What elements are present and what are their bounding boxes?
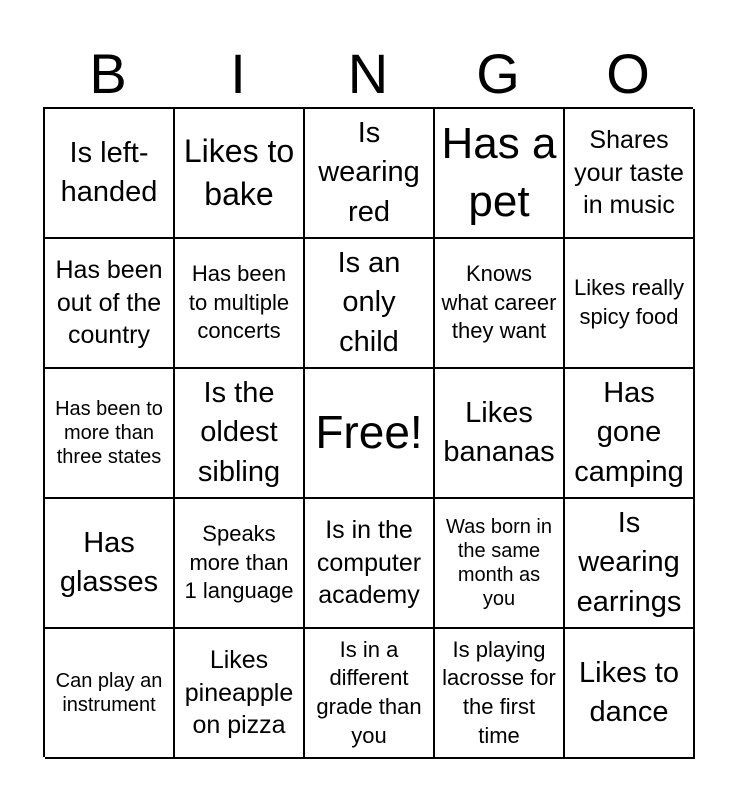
bingo-cell[interactable] [565,499,695,629]
cell-text: Was born in the same month as you [446,516,552,610]
cell-text: Shares your taste in music [574,126,684,220]
cell-text: Is in a different grade than you [316,636,422,748]
cell-text: Has gone camping [574,377,684,488]
bingo-cell[interactable] [45,239,175,369]
header-letter-n: N [347,42,389,105]
bingo-cell[interactable] [435,629,565,759]
cell-text: Likes bananas [443,396,555,468]
bingo-cell[interactable] [435,369,565,499]
cell-text: Likes to bake [183,132,295,212]
cell-text: Is left-handed [60,136,158,208]
header-letter-g: G [476,42,520,105]
bingo-cell[interactable] [565,109,695,239]
bingo-cell[interactable] [305,109,435,239]
bingo-cell[interactable] [565,369,695,499]
header-letter-i: I [230,42,246,105]
free-space[interactable] [305,369,435,499]
bingo-cell[interactable] [305,629,435,759]
cell-text: Has glasses [59,526,159,598]
cell-text: Knows what career they want [441,261,557,344]
cell-text: Likes really spicy food [573,275,685,329]
cell-text: Is in the computer academy [316,516,422,610]
bingo-cell[interactable] [565,629,695,759]
cell-text: Is wearing red [318,117,420,228]
cell-text: Has been to more than three states [55,398,163,468]
cell-text: Has been out of the country [55,256,163,350]
bingo-cell[interactable] [435,499,565,629]
cell-text: Is wearing earrings [576,507,682,618]
bingo-cell[interactable] [435,109,565,239]
bingo-cell[interactable] [45,369,175,499]
cell-text: Is an only child [337,247,401,358]
bingo-cell[interactable] [45,109,175,239]
bingo-cell[interactable] [175,239,305,369]
cell-text: Is playing lacrosse for the first time [442,636,556,748]
bingo-cell[interactable] [305,239,435,369]
bingo-cell[interactable] [45,629,175,759]
cell-text: Free! [315,406,423,459]
bingo-cell[interactable] [305,499,435,629]
bingo-header [43,44,693,104]
bingo-cell[interactable] [565,239,695,369]
bingo-cell[interactable] [175,499,305,629]
cell-text: Can play an instrument [55,670,163,716]
bingo-grid [43,107,693,757]
bingo-cell[interactable] [45,499,175,629]
bingo-cell[interactable] [435,239,565,369]
header-letter-b: B [89,42,127,105]
bingo-cell[interactable] [175,109,305,239]
bingo-cell[interactable] [175,629,305,759]
cell-text: Speaks more than 1 language [184,521,294,604]
cell-text: Is the oldest sibling [197,377,281,488]
cell-text: Has been to multiple concerts [188,261,290,344]
cell-text: Likes to dance [579,656,679,728]
cell-text: Has a pet [441,118,557,226]
cell-text: Likes pineapple on pizza [184,646,294,740]
bingo-cell[interactable] [175,369,305,499]
header-letter-o: O [606,42,650,105]
